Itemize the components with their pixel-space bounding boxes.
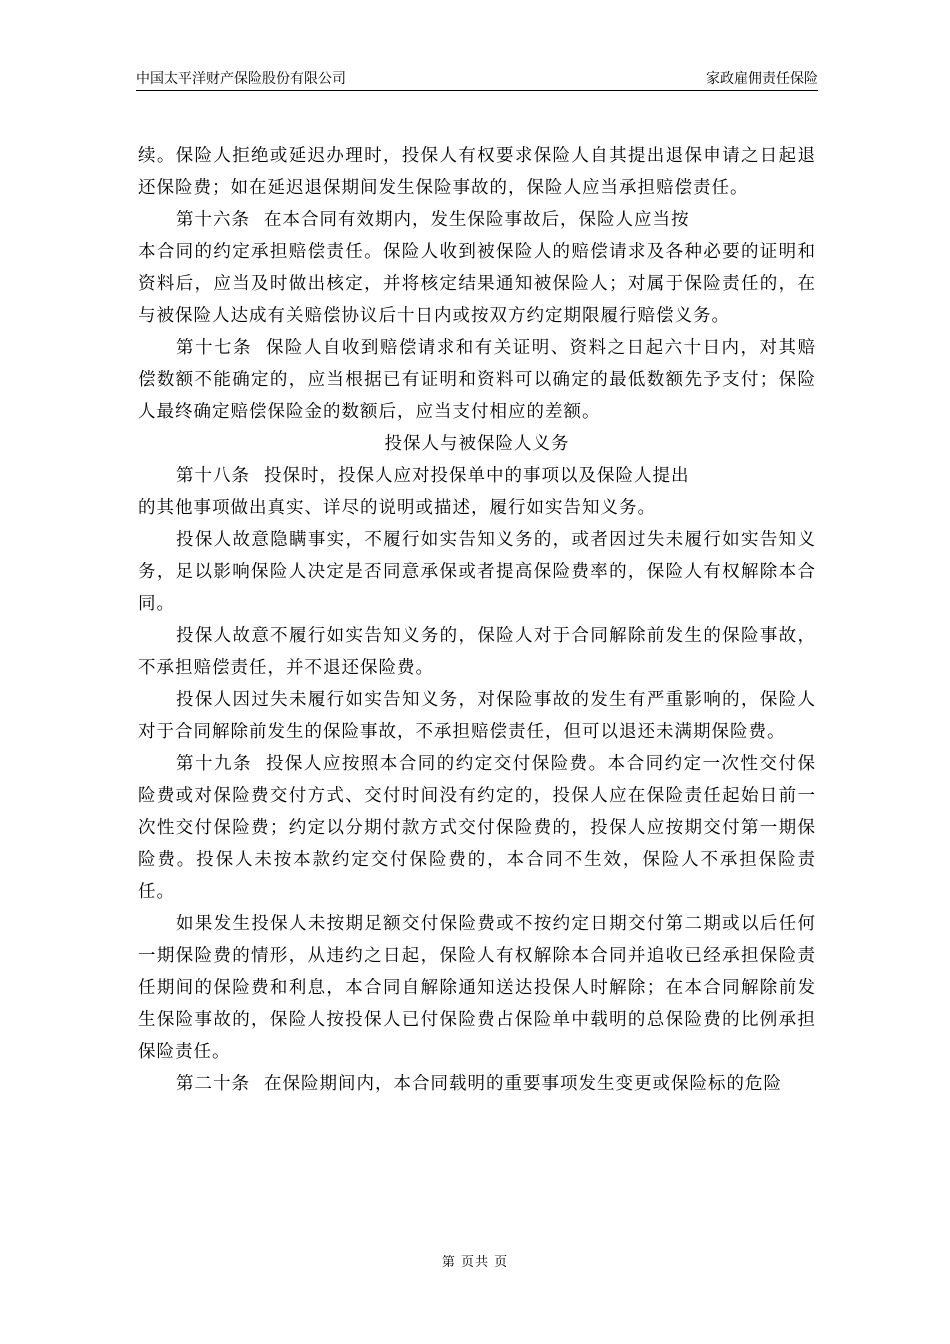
page-header — [136, 70, 818, 91]
article-text: 投保人应按照本合同的约定交付保险费。本合同约定一次性交付保险费或对保险费交付方式、交付时间没有约定的，投保人应在保险责任起始日前一次性交付保险费；约定以分期付款方式交付保险费的，投保人应按期交付第一期保险费。投保人未按本款约定交付保险费的，本合同不生效，保险人不承担保险责任。 — [138, 754, 816, 902]
paragraph: 投保人故意不履行如实告知义务的，保险人对于合同解除前发生的保险事故，不承担赔偿责任，并不退还保险费。 — [138, 626, 816, 678]
paragraph: 的其他事项做出真实、详尽的说明或描述，履行如实告知义务。 — [138, 498, 656, 518]
article-number: 第十九条 — [176, 754, 252, 774]
document-body — [138, 140, 816, 1100]
article-paragraph — [138, 748, 816, 908]
article-paragraph — [138, 460, 816, 492]
article-text: 保险人自收到赔偿请求和有关证明、资料之日起六十日内，对其赔偿数额不能确定的，应当根据已有证明和资料可以确定的最低数额先予支付；保险人最终确定赔偿保险金的数额后，应当支付相应的差额。 — [138, 338, 816, 422]
article-number: 第十七条 — [176, 338, 252, 358]
article-paragraph — [138, 332, 816, 428]
paragraph: 续。保险人拒绝或延迟办理时，投保人有权要求保险人自其提出退保申请之日起退还保险费；如在延迟退保期间发生保险事故的，保险人应当承担赔偿责任。 — [138, 146, 816, 198]
page-footer: 第 页共 页 — [441, 1255, 509, 1270]
paragraph: 投保人因过失未履行如实告知义务，对保险事故的发生有严重影响的，保险人对于合同解除前发生的保险事故，不承担赔偿责任，但可以退还未满期保险费。 — [138, 690, 816, 742]
article-paragraph — [138, 1068, 816, 1100]
section-heading: 投保人与被保险人义务 — [384, 434, 570, 454]
article-text: 投保时，投保人应对投保单中的事项以及保险人提出 — [264, 466, 690, 486]
article-number: 第二十条 — [176, 1074, 250, 1094]
article-text: 在保险期间内，本合同载明的重要事项发生变更或保险标的危险 — [264, 1074, 782, 1094]
article-text: 在本合同有效期内，发生保险事故后，保险人应当按 — [264, 210, 690, 230]
article-number: 第十八条 — [176, 466, 250, 486]
article-number: 第十六条 — [176, 210, 250, 230]
header-product: 家政雇佣责任保险 — [706, 71, 818, 87]
header-company: 中国太平洋财产保险股份有限公司 — [136, 71, 346, 87]
article-paragraph — [138, 204, 816, 236]
paragraph: 投保人故意隐瞒事实，不履行如实告知义务的，或者因过失未履行如实告知义务，足以影响保险人决定是否同意承保或者提高保险费率的，保险人有权解除本合同。 — [138, 530, 816, 614]
paragraph: 如果发生投保人未按期足额交付保险费或不按约定日期交付第二期或以后任何一期保险费的情形，从违约之日起，保险人有权解除本合同并追收已经承担保险责任期间的保险费和利息，本合同自解除通知送达投保人时解除；在本合同解除前发生保险事故的，保险人按投保人已付保险费占保险单中载明的总保险费的比例承担保险责任。 — [138, 914, 816, 1062]
paragraph: 本合同的约定承担赔偿责任。保险人收到被保险人的赔偿请求及各种必要的证明和资料后，应当及时做出核定，并将核定结果通知被保险人；对属于保险责任的，在与被保险人达成有关赔偿协议后十日内或按双方约定期限履行赔偿义务。 — [138, 242, 816, 326]
